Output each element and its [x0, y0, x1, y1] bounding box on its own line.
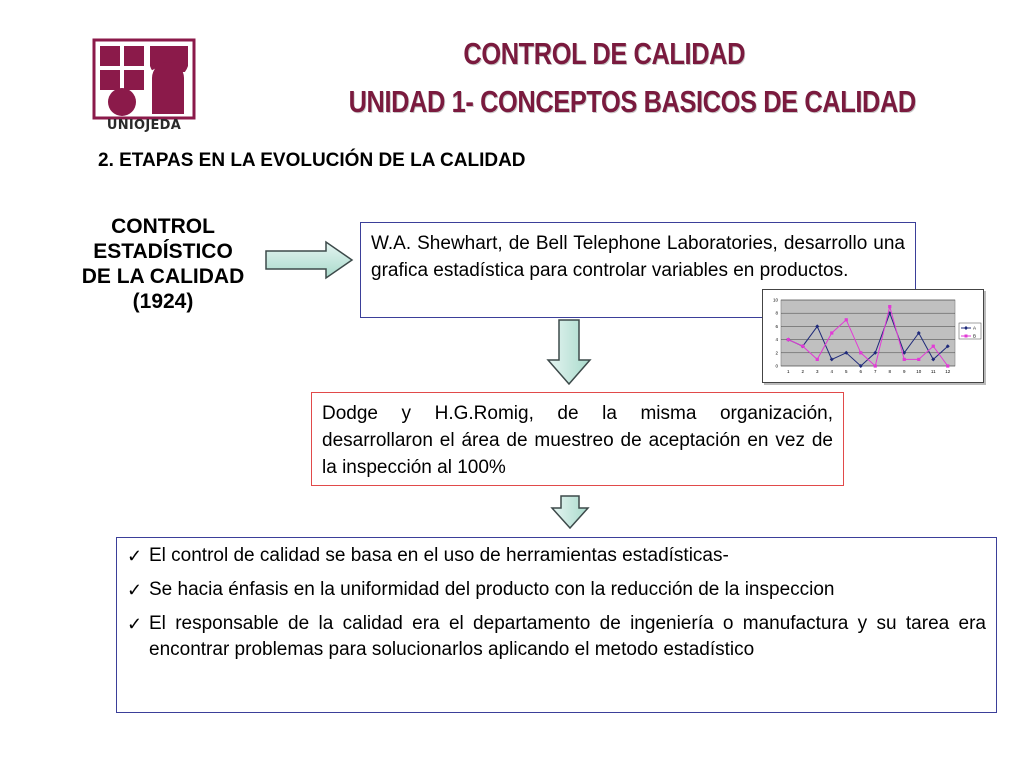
legend-label: A	[973, 325, 977, 331]
list-item: ✓ Se hacia énfasis en la uniformidad del producto con la reducción de la inspeccion	[127, 577, 986, 603]
data-point	[932, 345, 935, 348]
data-point	[801, 345, 804, 348]
x-tick-label: 3	[815, 369, 819, 374]
data-point	[874, 364, 877, 367]
stage-label-line-3: DE LA CALIDAD	[81, 265, 245, 288]
stage-label-line-4: (1924)	[132, 290, 194, 313]
legend-label: B	[973, 333, 977, 339]
legend-box	[959, 323, 981, 339]
x-tick-label: 11	[930, 369, 936, 374]
dodge-romig-box: Dodge y H.G.Romig, de la misma organización, desarrollaron el área de muestreo de aceptación en vez de la inspección al 100%	[311, 392, 844, 486]
x-tick-label: 8	[888, 369, 892, 374]
data-point	[946, 364, 949, 367]
stage-label-line-2: ESTADÍSTICO	[93, 240, 233, 263]
y-tick-label: 0	[775, 363, 778, 369]
x-tick-label: 1	[786, 369, 790, 374]
data-point	[816, 358, 819, 361]
x-tick-label: 4	[830, 369, 834, 374]
x-tick-label: 9	[902, 369, 906, 374]
x-tick-label: 2	[801, 369, 805, 374]
y-tick-label: 6	[775, 323, 778, 329]
stage-label-line-1: CONTROL	[111, 215, 215, 238]
stage-label	[58, 214, 268, 314]
data-point	[917, 358, 920, 361]
list-item: ✓ El responsable de la calidad era el departamento de ingeniería o manufactura y su tarea era encontrar problemas para solucionarlos aplicando el metodo estadístico	[127, 613, 986, 660]
x-tick-label: 6	[859, 369, 863, 374]
down-arrow-icon	[550, 494, 590, 530]
section-heading: 2. ETAPAS EN LA EVOLUCIÓN DE LA CALIDAD	[98, 150, 526, 171]
shewhart-box: W.A. Shewhart, de Bell Telephone Laboratories, desarrollo una grafica estadística para controlar variables en productos.	[360, 222, 916, 318]
down-arrow-icon	[546, 318, 592, 386]
data-point	[888, 305, 891, 308]
y-tick-label: 10	[772, 297, 778, 303]
summary-list	[127, 543, 986, 663]
title-line-1: CONTROL DE CALIDAD	[463, 36, 746, 71]
title-line-2: UNIDAD 1- CONCEPTOS BASICOS DE CALIDAD	[348, 84, 916, 119]
data-point	[845, 318, 848, 321]
data-point	[859, 351, 862, 354]
legend-marker	[964, 326, 968, 330]
check-icon: ✓	[127, 580, 143, 600]
x-tick-label: 5	[844, 369, 848, 374]
y-tick-label: 8	[775, 310, 778, 316]
data-point	[903, 358, 906, 361]
y-tick-label: 4	[775, 337, 778, 343]
plot-area	[781, 300, 955, 366]
logo-text: UNIOJEDA	[106, 118, 182, 133]
check-icon: ✓	[127, 614, 143, 634]
x-tick-label: 10	[916, 369, 922, 374]
legend-marker	[965, 335, 968, 338]
y-tick-label: 2	[775, 350, 778, 356]
right-arrow-icon	[264, 240, 356, 280]
data-point	[830, 331, 833, 334]
x-tick-label: 12	[945, 369, 951, 374]
x-tick-label: 7	[873, 369, 877, 374]
mini-line-chart	[762, 289, 984, 383]
data-point	[787, 338, 790, 341]
summary-box	[116, 537, 997, 713]
list-item: ✓ El control de calidad se basa en el uso de herramientas estadísticas-	[127, 543, 986, 569]
check-icon: ✓	[127, 546, 143, 566]
